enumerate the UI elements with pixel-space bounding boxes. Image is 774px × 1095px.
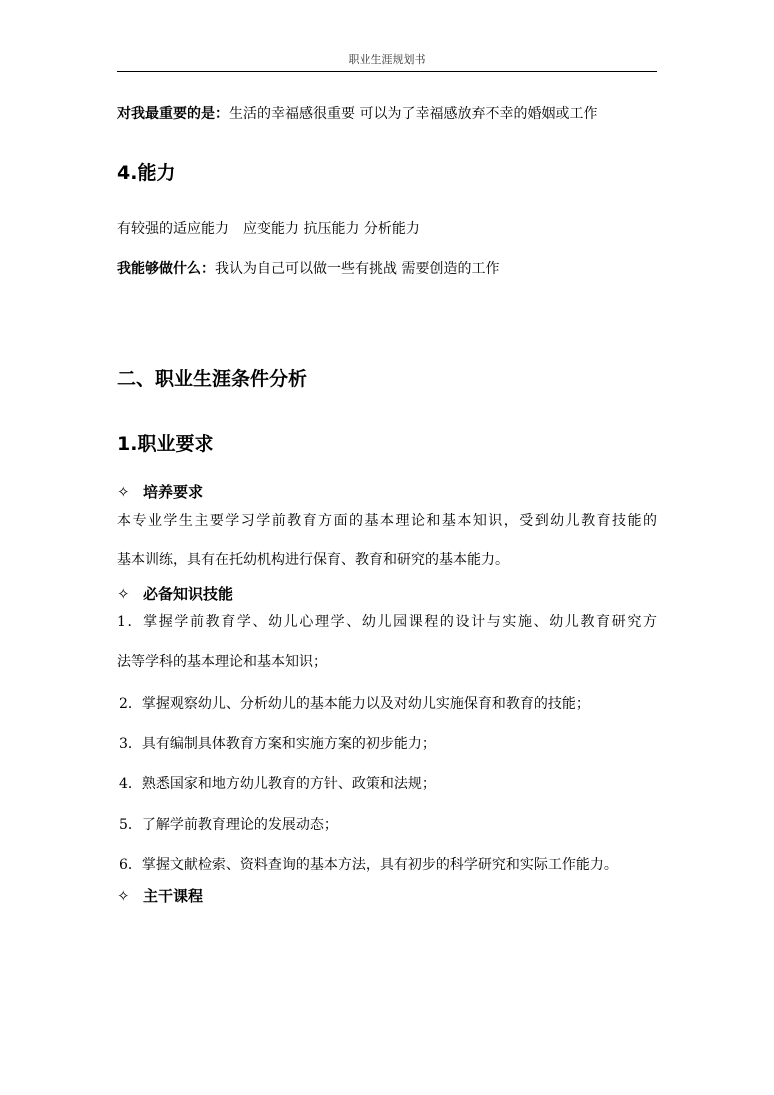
courses-title: 主干课程 <box>143 887 204 905</box>
values-label: 对我最重要的是： <box>117 106 229 122</box>
sub-heading: 1.职业要求 <box>117 433 214 455</box>
diamond-bullet-icon: ✧ <box>117 585 130 603</box>
chapter-heading: 二、职业生涯条件分析 <box>117 368 308 390</box>
training-title-line <box>117 482 203 502</box>
can-do-text: 我认为自己可以做一些有挑战 需要创造的工作 <box>215 261 500 277</box>
skill-item-1-line-2: 法等学科的基本理论和基本知识； <box>117 654 327 670</box>
skill-item-3: 3．具有编制具体教育方案和实施方案的初步能力； <box>119 736 436 752</box>
skill-item-1-line-1: 1．掌握学前教育学、幼儿心理学、幼儿园课程的设计与实施、幼儿教育研究方 <box>117 614 657 630</box>
abilities-text: 有较强的适应能力 应变能力 抗压能力 分析能力 <box>117 221 420 237</box>
skill-item-2: 2．掌握观察幼儿、分析幼儿的基本能力以及对幼儿实施保育和教育的技能； <box>119 696 590 712</box>
skill-item-5: 5．了解学前教育理论的发展动态； <box>119 817 338 833</box>
page-header: 职业生涯规划书 <box>348 53 426 66</box>
skills-title: 必备知识技能 <box>143 585 234 603</box>
skill-item-4: 4．熟悉国家和地方幼儿教育的方针、政策和法规； <box>119 776 436 792</box>
training-line-2: 基本训练，具有在托幼机构进行保育、教育和研究的基本能力。 <box>117 552 509 568</box>
ability-heading: 4.能力 <box>117 162 176 184</box>
courses-title-line <box>117 886 203 906</box>
skill-item-6: 6．掌握文献检索、资料查询的基本方法，具有初步的科学研究和实际工作能力。 <box>119 857 618 873</box>
values-line <box>117 104 597 124</box>
can-do-line <box>117 259 499 279</box>
training-title: 培养要求 <box>143 483 204 501</box>
training-line-1: 本专业学生主要学习学前教育方面的基本理论和基本知识，受到幼儿教育技能的 <box>117 513 657 529</box>
diamond-bullet-icon: ✧ <box>117 483 130 501</box>
values-text: 生活的幸福感很重要 可以为了幸福感放弃不幸的婚姻或工作 <box>229 106 598 122</box>
header-rule <box>117 71 657 72</box>
diamond-bullet-icon: ✧ <box>117 887 130 905</box>
skills-title-line <box>117 584 233 604</box>
can-do-label: 我能够做什么： <box>117 261 215 277</box>
